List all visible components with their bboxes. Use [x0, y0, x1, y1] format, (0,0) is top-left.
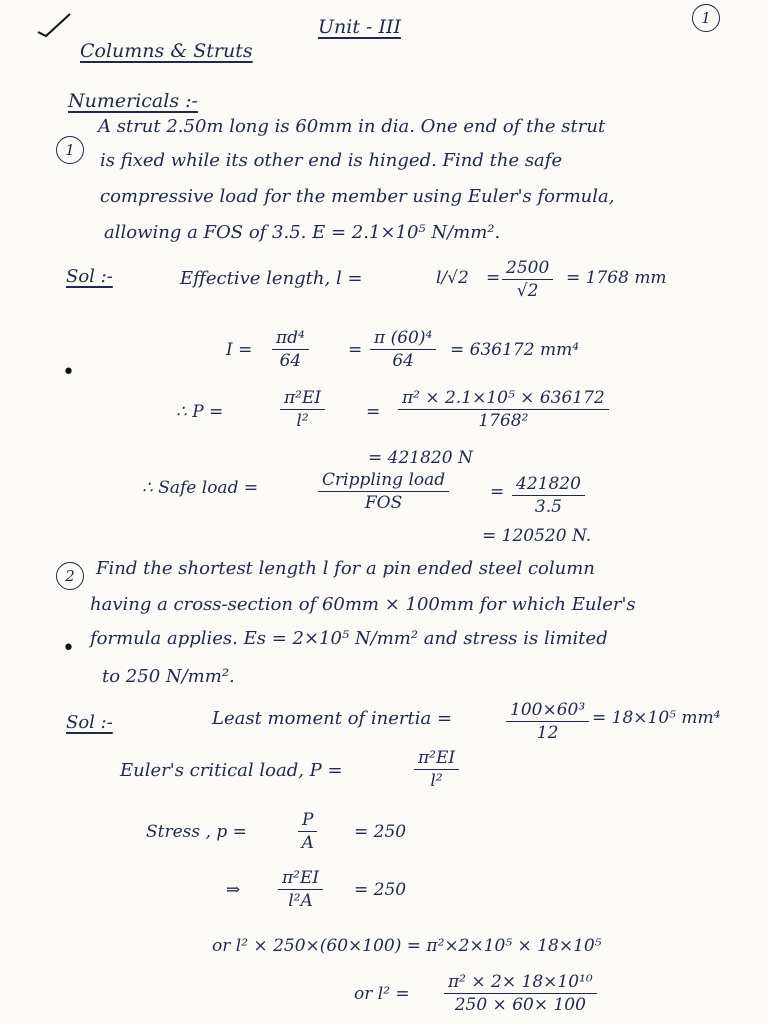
implies-value: = 250 [354, 880, 407, 900]
least-moi-fraction: $\frac{\text{100×60³}}{12}$ [506, 700, 589, 743]
topic-title: Columns & Struts [80, 40, 253, 62]
page-number: 1 [692, 4, 720, 32]
margin-mark: • [62, 636, 75, 661]
problem-2-line-4: to 250 N/mm². [102, 666, 235, 687]
crippling-load-lhs: ∴ P = [176, 402, 224, 422]
stress-value: = 250 [354, 822, 407, 842]
problem-1-line-2: is fixed while its other end is hinged. Find the safe [100, 150, 563, 171]
tick-mark-icon [34, 8, 74, 38]
problem-2-number: 2 [56, 562, 84, 590]
problem-1-number: 1 [56, 136, 84, 164]
least-moi-value: = 18×10⁵ mm⁴ [592, 708, 721, 728]
margin-mark: • [62, 360, 75, 385]
stress-text: Stress , p = [146, 822, 247, 842]
safe-load-value: = 120520 N. [482, 526, 592, 546]
crippling-load-substitution-fraction: $\frac{\text{π² × 2.1×10⁵ × 636172}}{\text{1768²}}$ [398, 388, 609, 431]
euler-load-text: Euler's critical load, P = [120, 760, 343, 781]
problem-2-line-2: having a cross-section of 60mm × 100mm for which Euler's [90, 594, 636, 615]
moi-lhs: I = [226, 340, 253, 360]
effective-length-value: = 1768 mm [566, 268, 667, 288]
problem-1-line-1: A strut 2.50m long is 60mm in dia. One end of the strut [98, 116, 606, 137]
problem-1-solution-label: Sol :- [66, 266, 113, 287]
euler-load-fraction: $\frac{\text{π²EI}}{\text{l²}}$ [414, 748, 459, 791]
implies-symbol: ⇒ [226, 880, 241, 900]
moi-value: = 636172 mm⁴ [450, 340, 580, 360]
crippling-load-formula-fraction: $\frac{\text{π²EI}}{\text{l²}}$ [280, 388, 325, 431]
implies-fraction: $\frac{\text{π²EI}}{\text{l²A}}$ [278, 868, 323, 911]
safe-load-formula-fraction: Crippling load FOS [318, 470, 449, 513]
crippling-load-value: = 421820 N [368, 448, 473, 468]
problem-2-line-3: formula applies. Es = 2×10⁵ N/mm² and stress is limited [90, 628, 608, 649]
effective-length-denominator: √2 [516, 281, 539, 301]
safe-load-lhs: ∴ Safe load = [142, 478, 259, 498]
equation-line-2-fraction: $\frac{\text{π² × 2× 18×10¹⁰}}{250 \times 60\times 100}$ [444, 972, 597, 1015]
problem-2-solution-label: Sol :- [66, 712, 113, 733]
equation-line-2-lhs: or l² = [354, 984, 410, 1004]
least-moi-text: Least moment of inertia = [212, 708, 453, 729]
problem-2-line-1: Find the shortest length l for a pin ended steel column [96, 558, 595, 579]
safe-load-substitution-fraction: $\frac{421820}{3.5}$ [512, 474, 585, 517]
problem-1-line-4: allowing a FOS of 3.5. E = 2.1×10⁵ N/mm². [104, 222, 501, 243]
unit-title: Unit - III [318, 16, 401, 38]
effective-length-fraction [502, 258, 553, 301]
effective-length-numerator: 2500 [502, 258, 553, 280]
section-title: Numericals :- [68, 90, 198, 112]
moi-substitution-fraction: $\frac{\text{π (60)⁴}}{64}$ [370, 328, 436, 371]
moi-formula-fraction: $\frac{\text{πd⁴}}{64}$ [272, 328, 309, 371]
effective-length-symbol: l/√2 [436, 268, 469, 288]
problem-1-line-3: compressive load for the member using Euler's formula, [100, 186, 615, 207]
stress-fraction: $\frac{P}{A}$ [298, 810, 317, 853]
notebook-page: Unit - III 1 Columns & Struts Numericals :- 1 A strut 2.50m long is 60mm in dia. One end of the strut is fixed while its other end is hinged. Find the safe compressive load for the member using Euler's formula, allowing a FOS of 3.5. E = 2.1×10⁵ N/mm². Sol :- Effective length, l = l/√2 = $\frac{2500}{√2}$ = 1768 mm I = $\frac{\text{πd⁴}}{64}$ = $\frac{\text{π (60)⁴}}{64}$ = 636172 mm⁴ • ∴ P = $\frac{\text{π²EI}}{\text{l²}}$ = $\frac{\text{π² × 2.1×10⁵ × 636172}}{\text{1768²}}$ = 421820 N ∴ Safe load = Crippling load FOS = $\frac{421820}{3.5}$ = 120520 N. 2 Find the shortest length l for a pin ended steel column having a cross-section of 60mm × 100mm for which Euler's • formula applies. Es = 2×10⁵ N/mm² and stress is limited to 250 N/mm². Sol :- Least moment of inertia = $\frac{\text{100×60³}}{12}$ = 18×10⁵ mm⁴ Euler's critical load, P = $\frac{\text{π²EI}}{\text{l²}}$ Stress , p = $\frac{P}{A}$ = 250 ⇒ $\frac{\text{π²EI}}{\text{l²A}}$ = 250 or l² × 250×(60×100) = π²×2×10⁵ × 18×10⁵ or l² = $\frac{\text{π² × 2× 18×10¹⁰}}{250 \times 60\times 100}$ [0, 0, 768, 1024]
effective-length-text: Effective length, l = [180, 268, 363, 289]
equation-line-1: or l² × 250×(60×100) = π²×2×10⁵ × 18×10⁵ [212, 936, 602, 956]
